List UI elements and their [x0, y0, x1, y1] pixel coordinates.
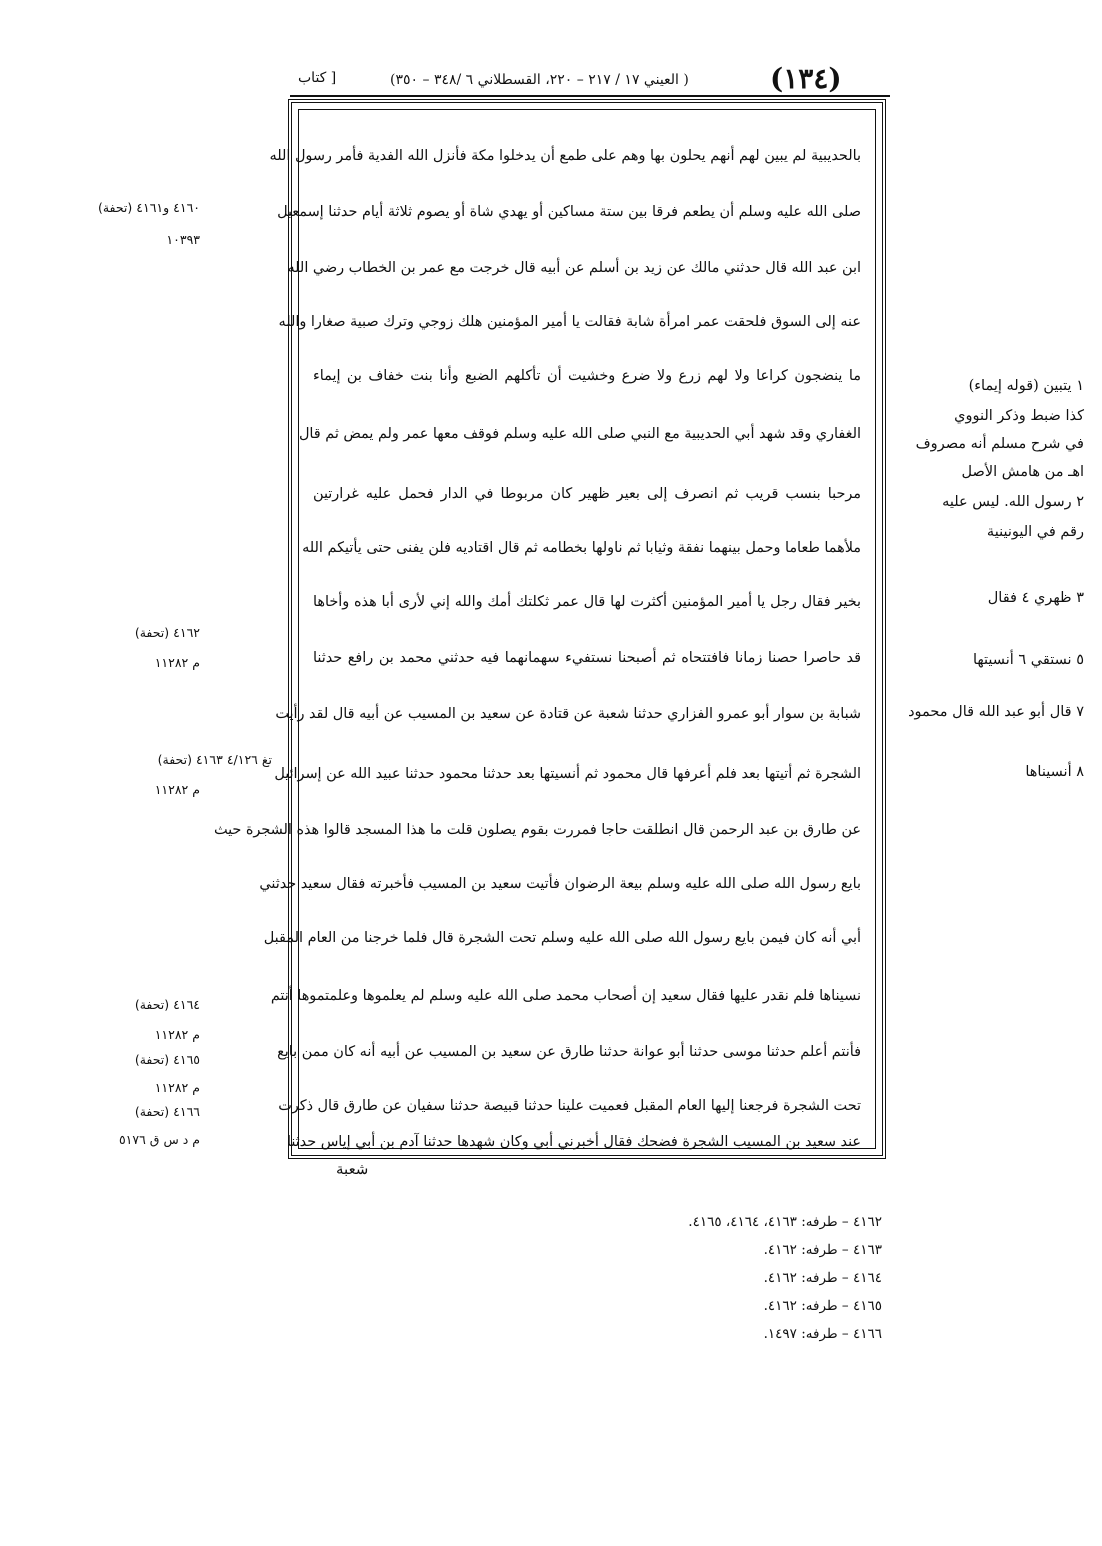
- text-line: الغفاري وقد شهد أبي الحديبية مع النبي صلى الله عليه وسلم فوقف معها عمر ولم يمض ثم قال: [298, 426, 861, 442]
- variant-note: ٣ ظهري ٤ فقال: [987, 590, 1084, 606]
- text-line: صلى الله عليه وسلم أن يطعم فرقا بين ستة مساكين أو يهدي شاة أو يصوم ثلاثة أيام حدثنا إسمعيل: [277, 204, 861, 220]
- variant-note: في شرح مسلم أنه مصروف: [915, 436, 1084, 452]
- margin-ref-sub: م ١١٢٨٢: [154, 1027, 200, 1042]
- text-line: ملأهما طعاما وحمل بينهما نفقة وثيابا ثم ناولها بخطامه ثم قال اقتاديه فلن يفنى حتى يأتيكم الله: [302, 540, 861, 556]
- text-line: بايع رسول الله صلى الله عليه وسلم بيعة الرضوان فأتيت سعيد بن المسيب فأخبرته فقال سعيد حدثني: [259, 876, 861, 892]
- margin-ref: ٤١٦٢ (تحفة): [134, 625, 200, 640]
- text-line: ما ينضجون كراعا ولا لهم زرع ولا ضرع وخشيت أن تأكلهم الضبع وأنا بنت خفاف بن إيماء: [313, 368, 861, 384]
- signature-word: شعبة: [336, 1160, 369, 1178]
- margin-ref: ٤١٦٦ (تحفة): [134, 1104, 200, 1119]
- text-line: عن طارق بن عبد الرحمن قال انطلقت حاجا فمررت بقوم يصلون قلت ما هذا المسجد قالوا هذه الشجرة حيث: [213, 822, 861, 838]
- variant-note: ٧ قال أبو عبد الله قال محمود: [908, 704, 1084, 720]
- variant-note: ٢ رسول الله. ليس عليه: [942, 494, 1084, 510]
- margin-ref-sub: م ١١٢٨٢: [154, 1080, 200, 1095]
- text-line: مرحبا بنسب قريب ثم انصرف إلى بعير ظهير كان مربوطا في الدار فحمل عليه غرارتين: [313, 486, 861, 502]
- variant-note: رقم في اليونينية: [986, 524, 1084, 540]
- margin-ref-sub: م ١١٢٨٢: [154, 782, 200, 797]
- margin-ref: ٤١٦٥ (تحفة): [134, 1052, 200, 1067]
- footnote: ٤١٦٢ – طرفه: ٤١٦٣، ٤١٦٤، ٤١٦٥.: [688, 1214, 882, 1230]
- footnote: ٤١٦٤ – طرفه: ٤١٦٢.: [763, 1270, 882, 1286]
- variant-note: ٥ نستقي ٦ أنسيتها: [972, 652, 1084, 668]
- footnote: ٤١٦٥ – طرفه: ٤١٦٢.: [763, 1298, 882, 1314]
- text-line: شبابة بن سوار أبو عمرو الفزاري حدثنا شعبة عن قتادة عن سعيد بن المسيب عن أبيه قال لقد رأيت: [275, 706, 861, 722]
- text-line: عنه إلى السوق فلحقت عمر امرأة شابة فقالت يا أمير المؤمنين هلك زوجي وترك صبية صغارا والله: [278, 314, 861, 330]
- variant-note: كذا ضبط وذكر النووي: [954, 408, 1084, 424]
- text-line: الشجرة ثم أتيتها بعد فلم أعرفها قال محمود ثم أنسيتها بعد حدثنا محمود حدثنا عبيد الله عن إسرائيل: [274, 766, 861, 782]
- page-header: [290, 62, 890, 96]
- text-line: بخير فقال رجل يا أمير المؤمنين أكثرت لها قال عمر ثكلتك أمك والله إني لأرى أبا هذه وأخاها: [313, 594, 861, 610]
- header-rule: [290, 95, 890, 97]
- text-line: فأنتم أعلم حدثنا موسى حدثنا أبو عوانة حدثنا طارق عن سعيد بن المسيب عن أبيه أنه كان ممن بايع: [277, 1044, 861, 1060]
- text-line: نسيناها فلم نقدر عليها فقال سعيد إن أصحاب محمد صلى الله عليه وسلم لم يعلموها وعلمتموها أنتم: [270, 988, 861, 1004]
- text-line: بالحديبية لم يبين لهم أنهم يحلون بها وهم على طمع أن يدخلوا مكة فأنزل الله الفدية فأمر رسول الله: [269, 148, 861, 164]
- margin-ref-sub: م ١١٢٨٢: [154, 655, 200, 670]
- margin-ref-sub: ١٠٣٩٣: [166, 232, 200, 247]
- text-line: ابن عبد الله قال حدثني مالك عن زيد بن أسلم عن أبيه قال خرجت مع عمر بن الخطاب رضي الله: [287, 260, 861, 276]
- page-number: ( ١٣٤ ): [770, 62, 842, 95]
- footnote: ٤١٦٦ – طرفه: ١٤٩٧.: [763, 1326, 882, 1342]
- variant-note: ١ يتبين (قوله إيماء): [968, 378, 1084, 394]
- text-line: تحت الشجرة فرجعنا إليها العام المقبل فعميت علينا حدثنا قبيصة حدثنا سفيان عن طارق قال ذكرت: [278, 1098, 861, 1114]
- text-line: أبي أنه كان فيمن بايع رسول الله صلى الله عليه وسلم تحت الشجرة قال فلما خرجنا من العام المقبل: [263, 930, 861, 946]
- footnote: ٤١٦٣ – طرفه: ٤١٦٢.: [763, 1242, 882, 1258]
- right-margin-notes: [900, 370, 1090, 790]
- margin-ref: ٤١٦٤ (تحفة): [134, 997, 200, 1012]
- margin-ref-sub: م د س ق ٥١٧٦: [118, 1132, 200, 1147]
- text-line: عند سعيد بن المسيب الشجرة فضحك فقال أخبرني أبي وكان شهدها حدثنا آدم بن أبي إياس حدثنا: [286, 1134, 861, 1150]
- book-label: [ كتاب: [298, 70, 337, 86]
- margin-ref: تغ ٤/١٢٦ ٤١٦٣ (تحفة): [157, 752, 272, 767]
- variant-note: اهـ من هامش الأصل: [961, 464, 1084, 480]
- text-line: قد حاصرا حصنا زمانا فافتتحاه ثم أصبحنا نستفيء سهمانهما فيه حدثني محمد بن رافع حدثنا: [313, 650, 861, 666]
- variant-note: ٨ أنسيناها: [1025, 764, 1084, 780]
- margin-ref: ٤١٦٠ و٤١٦١ (تحفة): [97, 200, 200, 215]
- header-references: ( العيني ١٧ / ٢١٧ – ٢٢٠، القسطلاني ٦ /٣٤٨ – ٣٥٠): [390, 72, 689, 88]
